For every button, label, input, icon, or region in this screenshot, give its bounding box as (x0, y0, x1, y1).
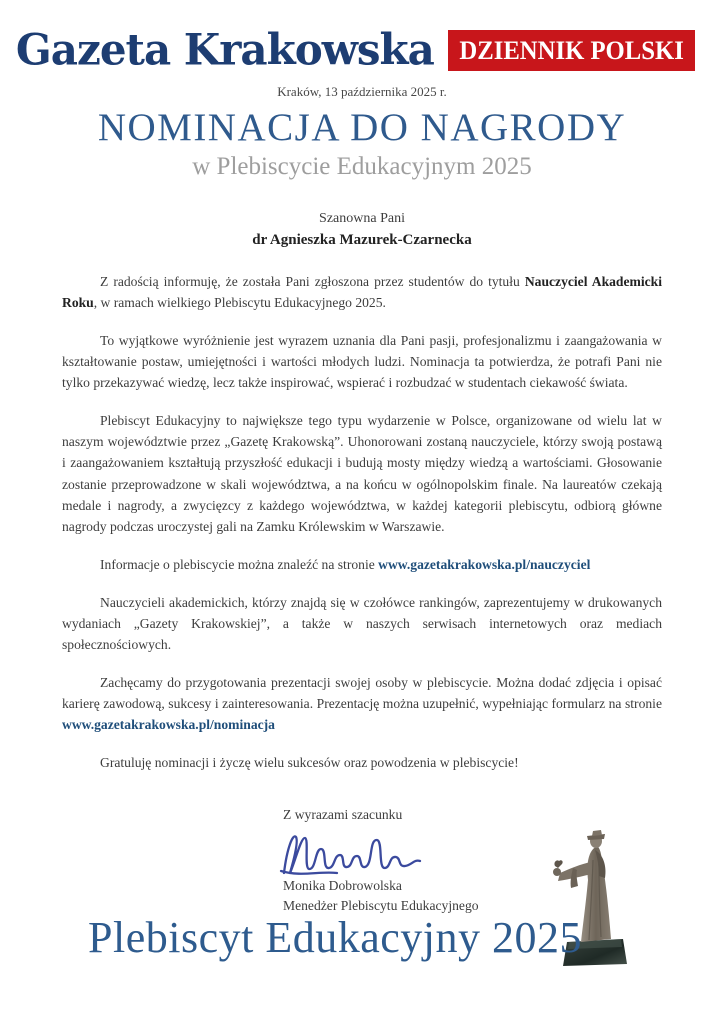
salutation: Szanowna Pani (319, 211, 405, 226)
p1-tail: , w ramach wielkiego Plebiscytu Edukacyjnego 2025. (93, 295, 386, 311)
handwritten-signature (279, 828, 429, 876)
page-title: NOMINACJA DO NAGRODY (97, 106, 627, 149)
date-line: Kraków, 13 października 2025 r. (277, 84, 447, 99)
signer-name: Monika Dobrowolska (283, 877, 402, 893)
p1-lead: Z radością informuję, że została Pani zgłoszona przez studentów do tytułu (100, 274, 525, 289)
paragraph-presentation-form (62, 672, 662, 735)
p4-lead: Informacje o plebiscycie można znaleźć na stronie (100, 556, 379, 572)
paragraph-info-link (62, 554, 662, 575)
dziennik-polski-logo: DZIENNIK POLSKI (448, 30, 695, 71)
paragraph-intro (62, 271, 662, 313)
gazeta-krakowska-logo: Gazeta Krakowska (15, 24, 434, 75)
footer-title: Plebiscyt Edukacyjny 2025 (88, 913, 582, 962)
paragraph-plebiscite-info: Plebiscyt Edukacyjny to największe tego typu wydarzenie w Polsce, organizowane od wielu lat w naszym województwie przez „Gazetę Krakowską”. Uhonorowani zostaną nauczyciele, którzy swoją postawą i zaangażowaniem kształtują przyszłość edukacji i budują mosty między wiedzą a wartościami. Głosowanie zostanie przeprowadzone w skali województwa, a na końcu w ogólnopolskim finale. Na laureatów czekają medale i nagrody, a zwycięzcy z każdego województwa, w każdej kategorii plebiscytu, odbiorą główne nagrody podczas uroczystej gali na Zamku Królewskim w Warszawie. (62, 413, 662, 534)
plebiscite-url-link[interactable]: www.gazetakrakowska.pl/nauczyciel (378, 556, 591, 572)
p1-award-title: Nauczyciel Akademicki Roku (62, 274, 663, 311)
recipient-block (0, 211, 724, 249)
nomination-form-url-link[interactable]: www.gazetakrakowska.pl/nominacja (62, 717, 275, 733)
paragraph-congratulations: Gratuluję nominacji i życzę wielu sukcesów oraz powodzenia w plebiscycie! (100, 755, 519, 771)
p6-lead: Zachęcamy do przygotowania prezentacji swojej osoby w plebiscycie. Można dodać zdjęcia i opisać karierę zawodową, sukcesy i zainteresowania. Prezentację można uzupełnić, wypełniając formularz na stronie (62, 674, 662, 711)
letter-body (62, 271, 662, 773)
page-subtitle: w Plebiscycie Edukacyjnym 2025 (192, 153, 532, 180)
masthead (0, 0, 724, 75)
signer-role: Menedżer Plebiscytu Edukacyjnego (283, 897, 479, 913)
paragraph-recognition: To wyjątkowe wyróżnienie jest wyrazem uznania dla Pani pasji, profesjonalizmu i zaangażowania w kształtowanie postaw, umiejętności i wartości młodych ludzi. Nominacja ta potwierdza, że potrafi Pani nie tylko przekazywać wiedzę, lecz także inspirować, wspierać i rozbudzać w studentach ciekawość świata. (62, 333, 662, 391)
paragraph-press-coverage: Nauczycieli akademickich, którzy znajdą się w czołówce rankingów, zaprezentujemy w drukowanych wydaniach „Gazety Krakowskiej”, a także w naszych serwisach internetowych oraz mediach społecznościowych. (62, 594, 662, 652)
signature-block (283, 805, 724, 916)
closing-phrase: Z wyrazami szacunku (283, 807, 403, 823)
recipient-name: dr Agnieszka Mazurek-Czarnecka (252, 232, 472, 248)
